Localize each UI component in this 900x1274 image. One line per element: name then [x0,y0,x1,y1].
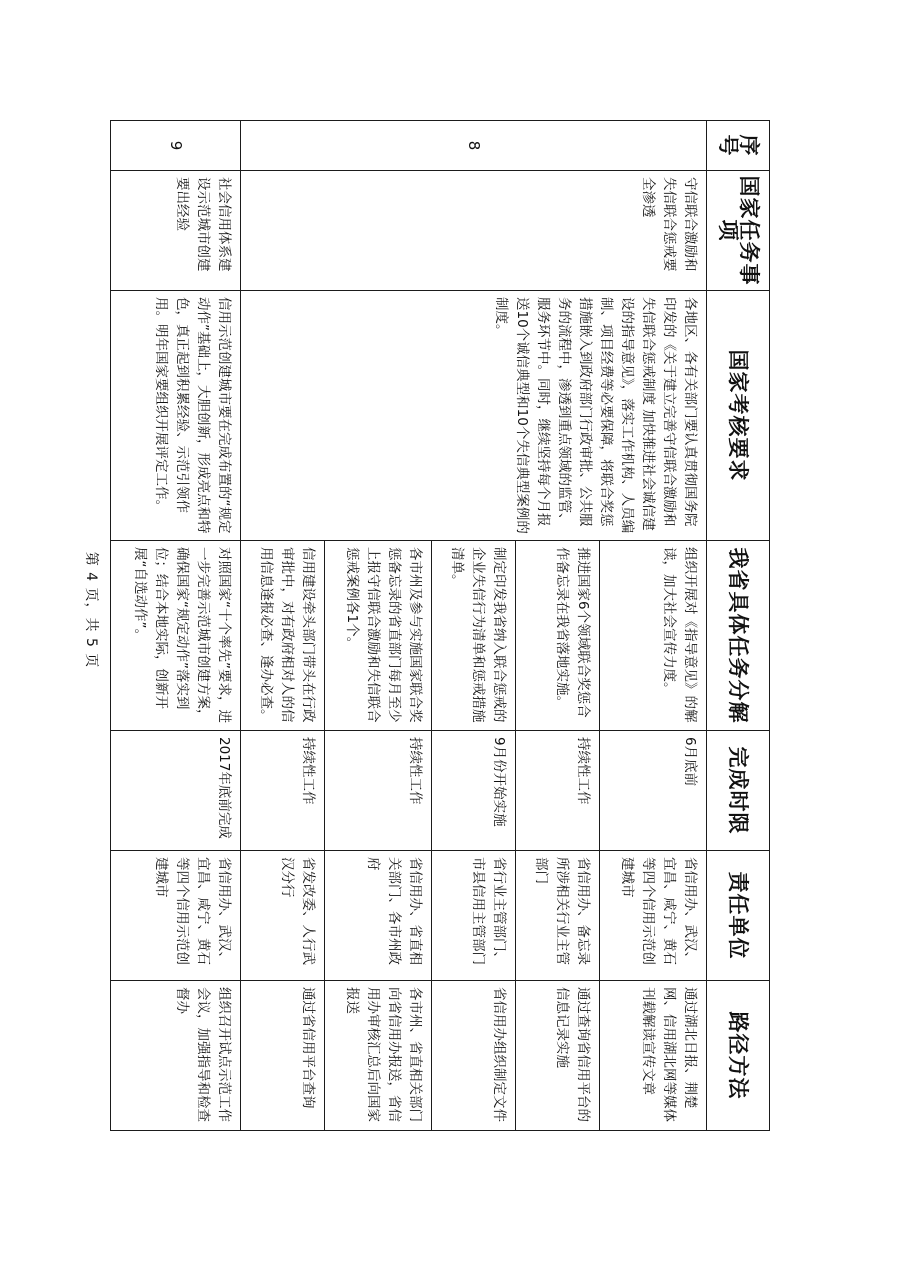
header-deadline: 完成时限 [707,731,770,851]
deadline-cell: 2017年底前完成 [111,731,241,851]
method-cell: 通过查询省信用平台的信息记录实施 [516,981,600,1131]
row-index: 9 [111,121,241,171]
header-breakdown: 我省具体任务分解 [707,541,770,731]
method-cell: 省信用办组织制定文件 [432,981,516,1131]
unit-cell: 省行业主管部门、市县信用主管部门 [432,851,516,981]
deadline-cell: 9月份开始实施 [432,731,516,851]
table-row [599,121,706,1131]
breakdown-cell: 各市州及参与实施国家联合奖惩备忘录的省直部门每月至少上报守信联合激励和失信联合惩戒案例各1个。 [325,541,432,731]
unit-cell: 省信用办、武汉、宜昌、咸宁、黄石等四个信用示范创建城市 [599,851,706,981]
unit-cell: 省信用办、备忘录所涉相关行业主管部门 [516,851,600,981]
requirement-cell: 信用示范创建城市要在完成布置的“规定动作”基础上，大胆创新，形成亮点和特色，真正起到积累经验、示范引领作用。明年国家要组织开展评定工作。 [111,291,241,541]
unit-cell: 省信用办、武汉、宜昌、咸宁、黄石等四个信用示范创建城市 [111,851,241,981]
header-method: 路径方法 [707,981,770,1131]
page-footer: 第 4 页，共 5 页 [83,551,99,669]
unit-cell: 省信用办、省直相关部门、各市州政府 [325,851,432,981]
rotated-content [60,60,840,1160]
deadline-cell: 持续性工作 [325,731,432,851]
breakdown-cell: 对照国家“十个率先”要求，进一步完善示范城市创建方案，确保国家“规定动作”落实到位；结合本地实际，创新开展“自选动作”。 [111,541,241,731]
method-cell: 通过省信用平台查询 [241,981,325,1131]
row-index: 8 [241,121,707,171]
header-unit: 责任单位 [707,851,770,981]
header-task: 国家任务事项 [707,171,770,291]
task-table [110,120,770,1131]
method-cell: 通过湖北日报、荆楚网、信用湖北网等媒体刊载解读宣传文章 [599,981,706,1131]
header-requirement: 国家考核要求 [707,291,770,541]
deadline-cell: 持续性工作 [516,731,600,851]
method-cell: 各市州、省直相关部门向省信用办报送，省信用办审核汇总后向国家报送 [325,981,432,1131]
breakdown-cell: 组织开展对《指导意见》的解读，加大社会宣传力度。 [599,541,706,731]
unit-cell: 省发改委、人行武汉分行 [241,851,325,981]
deadline-cell: 6月底前 [599,731,706,851]
method-cell: 组织召开试点示范工作会议，加强指导和检查督办 [111,981,241,1131]
breakdown-cell: 推进国家6个领域联合奖惩合作备忘录在我省落地实施。 [516,541,600,731]
table-row [111,121,241,1131]
header-index: 序号 [707,121,770,171]
breakdown-cell: 信用建设牵头部门带头在行政审批中，对有政府相对人的信用信息逢报必查、逢办必查。 [241,541,325,731]
task-cell: 守信联合激励和失信联合惩戒要全渗透 [241,171,707,291]
table-header-row [707,121,770,1131]
deadline-cell: 持续性工作 [241,731,325,851]
requirement-cell: 各地区、各有关部门要认真贯彻国务院印发的《关于建立完善守信联合激励和失信联合惩戒制度 加快推进社会诚信建设的指导意见》，落实工作机构、人员编制、项目经费等必要保障，将联合奖惩措施嵌入到政府部门行政审批、公共服务的流程中，渗透到重点领域的监管、服务环节中。同时，继续坚持每个月报送10个诚信典型和10个失信典型案例的制度。 [241,291,707,541]
breakdown-cell: 制定印发我省纳入联合惩戒的企业失信行为清单和惩戒措施清单。 [432,541,516,731]
task-cell: 社会信用体系建设示范城市创建要出经验 [111,171,241,291]
